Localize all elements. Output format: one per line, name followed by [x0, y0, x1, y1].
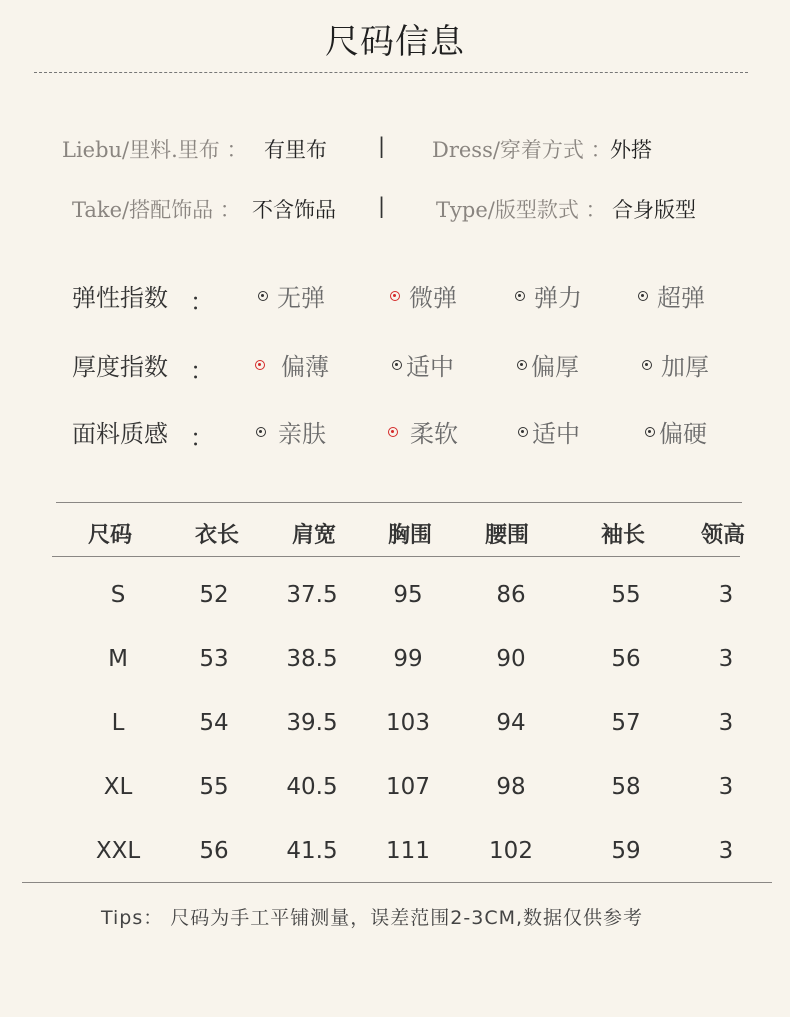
table-cell: 37.5	[286, 582, 338, 608]
dress-value: 外搭	[610, 138, 652, 162]
radio-dot-selected-icon	[255, 360, 265, 370]
table-cell: 3	[718, 838, 734, 864]
radio-dot-icon	[642, 360, 652, 370]
radio-dot-selected-icon	[388, 427, 398, 437]
table-cell: 38.5	[286, 646, 338, 672]
table-cell: 3	[718, 646, 734, 672]
table-cell: 86	[496, 582, 526, 608]
table-cell: 94	[496, 710, 526, 736]
table-cell: 41.5	[286, 838, 338, 864]
radio-dot-selected-icon	[390, 291, 400, 301]
option-label: 偏厚	[531, 353, 579, 381]
radio-dot-icon	[645, 427, 655, 437]
option-label: 适中	[406, 353, 454, 381]
size-cell: XL	[103, 774, 133, 800]
option-radio[interactable]	[392, 347, 454, 382]
table-cell: 39.5	[286, 710, 338, 736]
table-cell: 103	[386, 710, 430, 736]
table-cell: 56	[611, 646, 641, 672]
table-cell: 53	[199, 646, 229, 672]
tips-note: Tips： 尺码为手工平铺测量，误差范围2-3CM,数据仅供参考	[101, 907, 644, 929]
table-cell: 102	[489, 838, 533, 864]
attr-colon: ：	[190, 357, 214, 385]
type-value: 合身版型	[612, 198, 696, 222]
radio-dot-icon	[518, 427, 528, 437]
option-label: 弹力	[534, 284, 582, 312]
size-cell: L	[111, 710, 125, 736]
option-label: 加厚	[661, 353, 709, 381]
radio-dot-icon	[258, 291, 268, 301]
size-cell: S	[110, 582, 126, 608]
option-label: 偏薄	[281, 353, 329, 381]
table-cell: 99	[393, 646, 423, 672]
option-radio[interactable]	[258, 278, 325, 313]
header-length: 衣长	[194, 523, 239, 548]
table-cell: 59	[611, 838, 641, 864]
dress-label: Dress/穿着方式 ：	[432, 138, 612, 162]
info-row-take	[0, 194, 790, 228]
option-label: 微弹	[409, 284, 457, 312]
table-cell: 111	[386, 838, 430, 864]
option-radio[interactable]	[645, 414, 707, 449]
attr-name: 面料质感	[72, 420, 168, 448]
header-collar: 领高	[700, 523, 745, 548]
option-label: 柔软	[410, 420, 458, 448]
table-cell: 57	[611, 710, 641, 736]
table-cell: 40.5	[286, 774, 338, 800]
table-cell: 55	[199, 774, 229, 800]
size-cell: M	[108, 646, 128, 672]
table-top-rule	[56, 502, 742, 503]
attr-name: 弹性指数	[72, 284, 168, 312]
radio-dot-icon	[392, 360, 402, 370]
header-waist: 腰围	[484, 523, 529, 548]
table-cell: 58	[611, 774, 641, 800]
table-cell: 55	[611, 582, 641, 608]
table-cell: 3	[718, 710, 734, 736]
lining-value: 有里布	[264, 138, 327, 162]
table-cell: 107	[386, 774, 430, 800]
option-radio[interactable]	[515, 278, 582, 313]
radio-dot-icon	[517, 360, 527, 370]
option-radio[interactable]	[642, 347, 709, 382]
header-shoulder: 肩宽	[291, 523, 336, 548]
page-title: 尺码信息	[325, 22, 465, 62]
table-cell: 52	[199, 582, 229, 608]
table-cell: 95	[393, 582, 423, 608]
size-cell: XXL	[95, 838, 141, 864]
option-label: 适中	[532, 420, 580, 448]
option-label: 超弹	[657, 284, 705, 312]
type-label: Type/版型款式 ：	[436, 198, 607, 222]
table-cell: 90	[496, 646, 526, 672]
table-cell: 54	[199, 710, 229, 736]
option-label: 无弹	[277, 284, 325, 312]
option-label: 亲肤	[278, 420, 326, 448]
attr-row-thickness	[0, 347, 790, 387]
table-header-rule	[52, 556, 740, 557]
header-sleeve: 袖长	[600, 523, 645, 548]
attr-row-texture	[0, 414, 790, 454]
table-cell: 98	[496, 774, 526, 800]
radio-dot-icon	[515, 291, 525, 301]
option-radio[interactable]	[256, 414, 326, 449]
option-radio[interactable]	[638, 278, 705, 313]
attr-colon: ：	[190, 288, 214, 316]
attr-name: 厚度指数	[72, 353, 168, 381]
info-separator: |	[378, 134, 386, 158]
attr-row-elasticity	[0, 278, 790, 318]
option-radio-selected[interactable]	[255, 347, 329, 382]
take-label: Take/搭配饰品 ：	[72, 198, 241, 222]
option-radio[interactable]	[518, 414, 580, 449]
radio-dot-icon	[256, 427, 266, 437]
table-cell: 56	[199, 838, 229, 864]
lining-label: Liebu/里料.里布 ：	[62, 138, 248, 162]
take-value: 不含饰品	[252, 198, 336, 222]
table-cell: 3	[718, 774, 734, 800]
option-label: 偏硬	[659, 420, 707, 448]
option-radio-selected[interactable]	[388, 414, 458, 449]
radio-dot-icon	[638, 291, 648, 301]
option-radio[interactable]	[517, 347, 579, 382]
table-cell: 3	[718, 582, 734, 608]
header-chest: 胸围	[387, 523, 432, 548]
attr-colon: ：	[190, 424, 214, 452]
header-size: 尺码	[87, 523, 132, 548]
info-separator: |	[378, 194, 386, 218]
info-row-lining	[0, 134, 790, 168]
dashed-divider	[34, 72, 748, 73]
option-radio-selected[interactable]	[390, 278, 457, 313]
table-bottom-rule	[22, 882, 772, 883]
